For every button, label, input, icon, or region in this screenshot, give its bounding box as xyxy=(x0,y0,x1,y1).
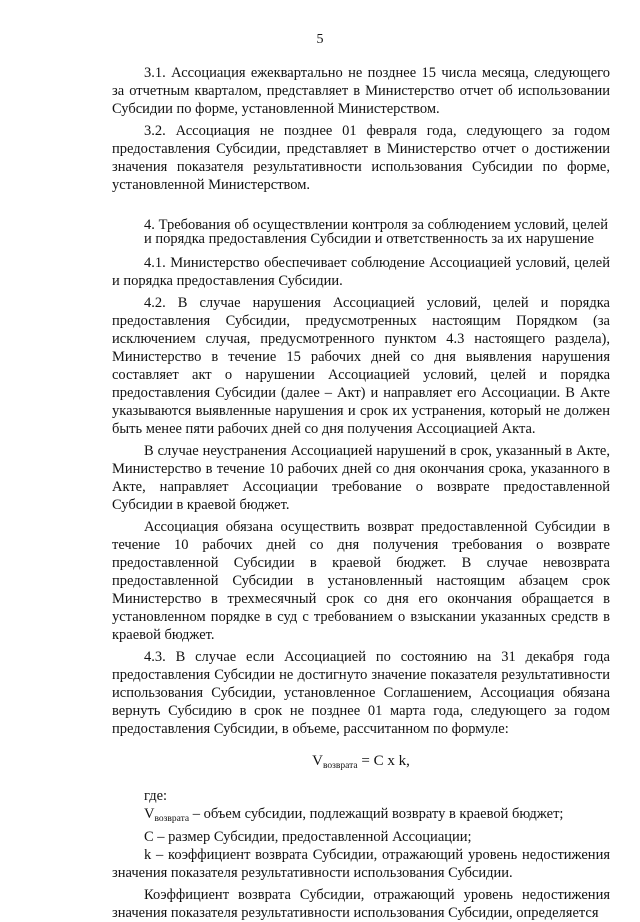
paragraph-4-1: 4.1. Министерство обеспечивает соблюдение Ассоциацией условий, целей и порядка предоставления Субсидии. xyxy=(112,255,610,289)
section-4-heading-block xyxy=(112,218,610,246)
formula xyxy=(112,752,610,775)
where-v-subscript: возврата xyxy=(154,814,190,824)
where-v-line xyxy=(112,805,610,828)
formula-v: V xyxy=(312,753,323,769)
formula-rest: = C x k, xyxy=(357,753,410,769)
where-v-description: – объем субсидии, подлежащий возврату в краевой бюджет; xyxy=(189,806,564,822)
section-4-heading: 4. Требования об осуществлении контроля за соблюдением условий, целей и порядка предоставления Субсидии и ответственность за их нарушение xyxy=(144,217,608,247)
paragraph-4-2: 4.2. В случае нарушения Ассоциацией условий, целей и порядка предоставления Субсидии, предусмотренных настоящим Порядком (за исключением случая, предусмотренного пунктом 4.3 настоящего раздела), Министерство в течение 15 рабочих дней со дня выявления нарушения составляет акт о нарушении Ассоциацией условий, целей и порядка предоставления Субсидии (далее – Акт) и направляет его Ассоциации. В Акте указываются выявленные нарушения и срок их устранения, который не должен быть менее пяти рабочих дней со дня получения Ассоциацией Акта. xyxy=(112,295,610,437)
document-body xyxy=(112,64,610,922)
paragraph-4-2-c: Ассоциация обязана осуществить возврат предоставленной Субсидии в течение 10 рабочих дней со дня получения требования о возврате предоставленной Субсидии в краевой бюджет. В случае невозврата предоставленной Субсидии в установленный настоящим абзацем срок Министерство в трехмесячный срок со дня его окончания обращается в установленном порядке в суд с требованием о взыскании указанных средств в краевой бюджет. xyxy=(112,519,610,643)
where-c-line: C – размер Субсидии, предоставленной Ассоциации; xyxy=(144,829,472,845)
paragraph-4-3: 4.3. В случае если Ассоциацией по состоянию на 31 декабря года предоставления Субсидии не достигнуто значение показателя результативности использования Субсидии, установленное Соглашением, Ассоциация обязана вернуть Субсидию в срок не позднее 01 марта года, следующего за годом предоставления Субсидии, в объеме, рассчитанном по формуле: xyxy=(112,649,610,737)
paragraph-3-2: 3.2. Ассоциация не позднее 01 февраля года, следующего за годом предоставления Субсидии, представляет в Министерство отчет о достижении значения показателя результативности использования Субсидии по форме, установленной Министерством. xyxy=(112,123,610,193)
page-number: 5 xyxy=(316,32,324,47)
where-label: где: xyxy=(144,788,168,804)
where-v-symbol: V xyxy=(144,806,155,822)
where-k-line: k – коэффициент возврата Субсидии, отражающий уровень недостижения значения показателя результативности использования Субсидии. xyxy=(112,847,610,881)
last-paragraph: Коэффициент возврата Субсидии, отражающий уровень недостижения значения показателя результативности использования Субсидии, определяется xyxy=(112,887,610,921)
formula-v-subscript: возврата xyxy=(323,761,358,771)
paragraph-4-2-b: В случае неустранения Ассоциацией нарушений в срок, указанный в Акте, Министерство в течение 10 рабочих дней со дня окончания срока, указанного в Акте, направляет Ассоциации требование о возврате предоставленной Субсидии в краевой бюджет. xyxy=(112,443,610,513)
paragraph-3-1: 3.1. Ассоциация ежеквартально не позднее 15 числа месяца, следующего за отчетным кварталом, представляет в Министерство отчет об использовании Субсидии по форме, установленной Министерством. xyxy=(112,65,610,117)
